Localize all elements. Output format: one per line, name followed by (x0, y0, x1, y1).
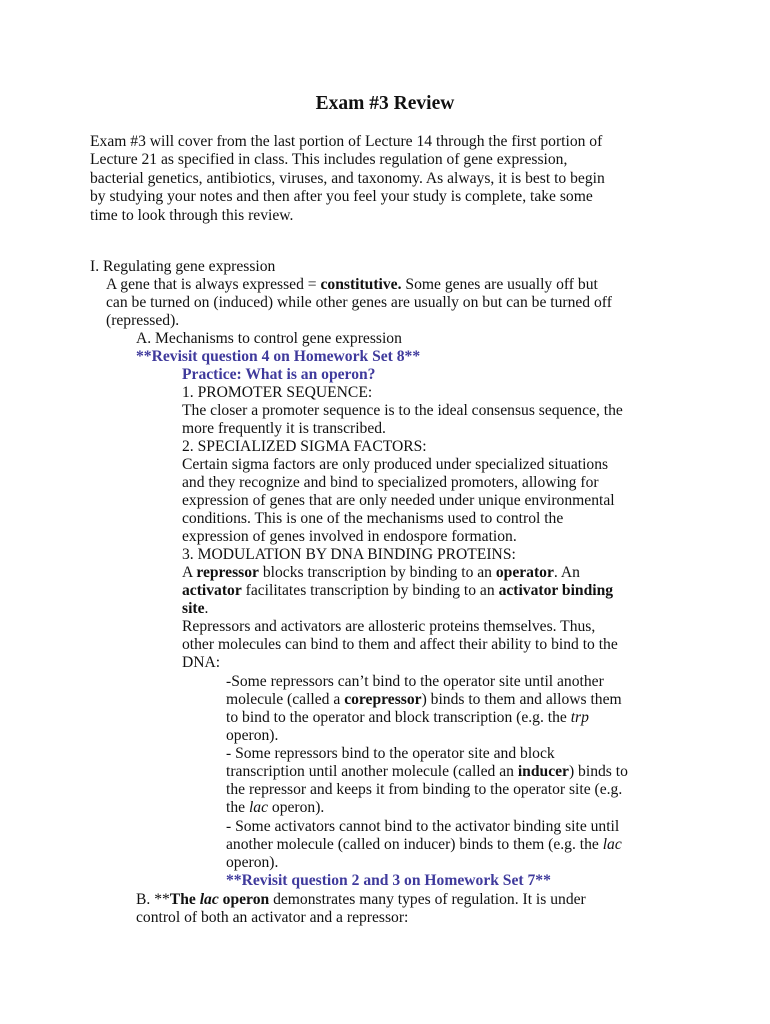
text-line: activator facilitates transcription by binding to an activator binding (182, 582, 614, 599)
term-inducer: inducer (517, 763, 569, 780)
text-line: A gene that is always expressed = constitutive. Some genes are usually off but (106, 276, 598, 293)
term-lac: lac (248, 799, 269, 816)
item-heading: 1. PROMOTER SEQUENCE: (182, 384, 373, 401)
text-line: expression of genes that are only needed under unique environmental (182, 492, 615, 509)
revisit-note: **Revisit question 4 on Homework Set 8** (136, 348, 421, 365)
text-line: to bind to the operator and block transcription (e.g. the trp (226, 709, 589, 726)
text-line: operon). (226, 727, 279, 744)
text-line: conditions. This is one of the mechanisms used to control the (182, 510, 564, 527)
term-trp: trp (570, 709, 589, 726)
text-line: site. (182, 600, 209, 617)
text-line: -Some repressors can’t bind to the operator site until another (226, 673, 604, 690)
text-line: A repressor blocks transcription by binding to an operator. An (182, 564, 580, 581)
intro-line: by studying your notes and then after you feel your study is complete, take some (90, 188, 593, 206)
intro-line: Lecture 21 as specified in class. This includes regulation of gene expression, (90, 151, 568, 169)
intro-line: Exam #3 will cover from the last portion of Lecture 14 through the first portion of (90, 133, 603, 150)
term-activator-binding: activator binding (498, 582, 614, 599)
term-lac: lac (602, 836, 622, 853)
text-line: - Some activators cannot bind to the activator binding site until (226, 818, 620, 835)
text-line: Certain sigma factors are only produced under specialized situations (182, 456, 609, 473)
term-site: site (182, 600, 205, 617)
text-line: The closer a promoter sequence is to the ideal consensus sequence, the (182, 402, 623, 419)
text-line: - Some repressors bind to the operator site and block (226, 745, 555, 762)
intro-line: bacterial genetics, antibiotics, viruses, and taxonomy. As always, it is best to begin (90, 169, 605, 187)
term-repressor: repressor (196, 564, 259, 581)
page-title: Exam #3 Review (315, 93, 455, 114)
revisit-note: **Revisit question 2 and 3 on Homework Set 7** (226, 872, 551, 889)
text-line: transcription until another molecule (called an inducer) binds to (226, 763, 628, 780)
text-line: more frequently it is transcribed. (182, 420, 386, 437)
intro-paragraph (90, 133, 690, 225)
subsection-heading: A. Mechanisms to control gene expression (136, 330, 402, 347)
item-heading: 3. MODULATION BY DNA BINDING PROTEINS: (182, 546, 516, 563)
term-corepressor: corepressor (344, 691, 422, 708)
practice-prompt: Practice: What is an operon? (182, 366, 376, 383)
text-line: control of both an activator and a repressor: (136, 909, 409, 926)
text-line: B. **The lac operon demonstrates many types of regulation. It is under (136, 891, 586, 908)
text-line: molecule (called a corepressor) binds to them and allows them (226, 691, 622, 708)
text-line: operon). (226, 854, 279, 871)
text-line: can be turned on (induced) while other genes are usually on but can be turned off (106, 294, 612, 311)
section-heading: I. Regulating gene expression (90, 258, 276, 275)
text-line: other molecules can bind to them and affect their ability to bind to the (182, 636, 618, 653)
text-line: Repressors and activators are allosteric proteins themselves. Thus, (182, 618, 596, 635)
text-line: another molecule (called on inducer) binds to them (e.g. the lac (226, 836, 622, 853)
term-lac: lac (199, 891, 219, 908)
text-line: (repressed). (106, 312, 180, 329)
item-heading: 2. SPECIALIZED SIGMA FACTORS: (182, 438, 427, 455)
intro-line: time to look through this review. (90, 206, 294, 224)
text-line: DNA: (182, 654, 221, 671)
text-line: and they recognize and bind to specialized promoters, allowing for (182, 474, 599, 491)
text-line: the lac operon). (226, 799, 325, 816)
term-operator: operator (495, 564, 554, 581)
text-line: expression of genes involved in endospore formation. (182, 528, 517, 545)
term-constitutive: constitutive. (320, 276, 402, 293)
text-line: the repressor and keeps it from binding to the operator site (e.g. (226, 781, 623, 798)
term-activator: activator (182, 582, 242, 599)
